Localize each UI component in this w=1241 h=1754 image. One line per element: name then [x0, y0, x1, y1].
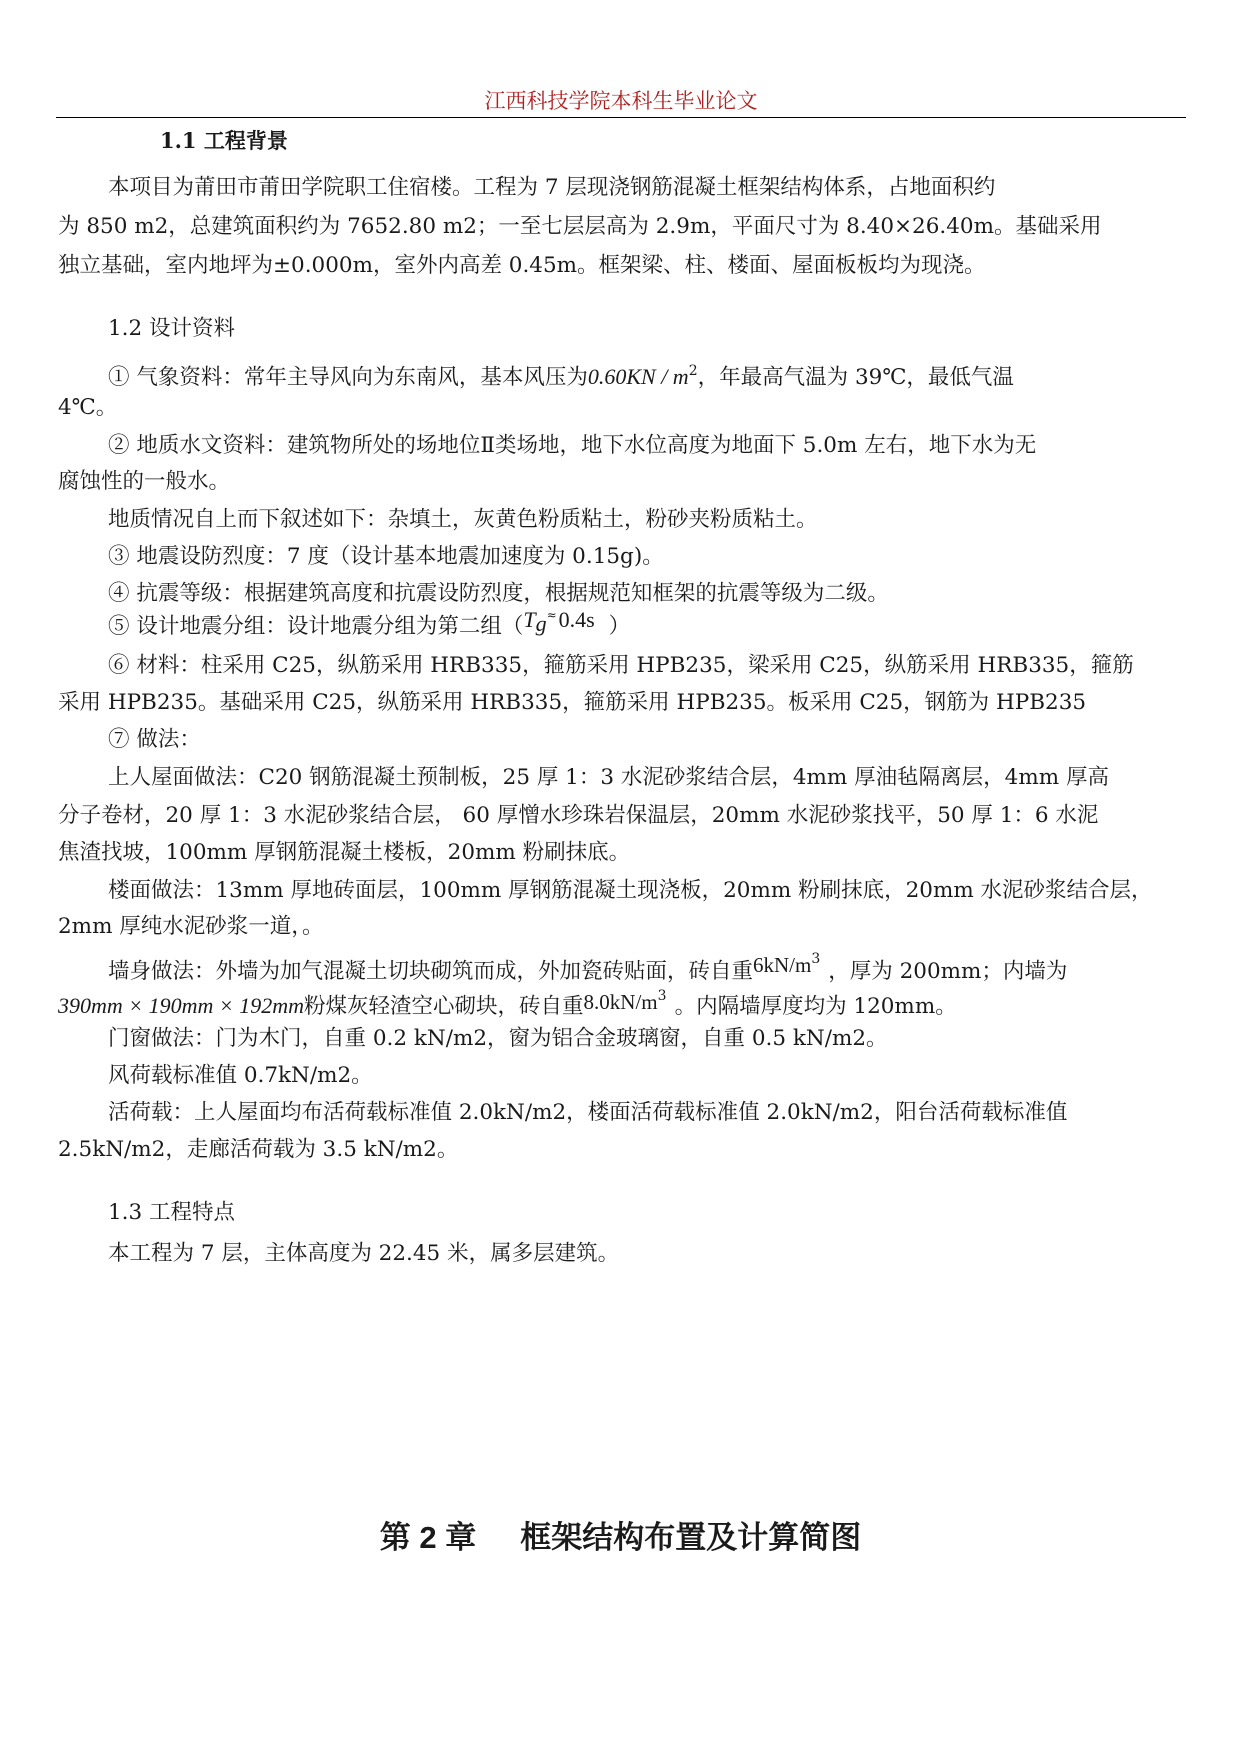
- project-features: 本工程为 7 层，主体高度为 22.45 米，属多层建筑。: [108, 1241, 620, 1266]
- item-climate-text-end: ，年最高气温为 39℃，最低气温: [697, 365, 1014, 390]
- wall-method-text: 墙身做法：外墙为加气混凝土切块砌筑而成，外加瓷砖贴面，砖自重: [108, 959, 754, 984]
- live-load: 活荷载：上人屋面均布活荷载标准值 2.0kN/m2，楼面活荷载标准值 2.0kN/m2，阳台活荷载标准值: [108, 1100, 1068, 1125]
- wall-weight-formula: 6kN/m: [753, 953, 812, 977]
- header-divider: [56, 117, 1186, 118]
- floor-method: 楼面做法：13mm 厚地砖面层，100mm 厚钢筋混凝土现浇板，20mm 粉刷抹底，20mm 水泥砂浆结合层，: [108, 878, 1153, 903]
- section-heading-1-3: 1.3 工程特点: [108, 1200, 236, 1225]
- paragraph-line: 2mm 厚纯水泥砂浆一道，。: [58, 914, 324, 939]
- item-climate: [108, 356, 1014, 393]
- wind-load: 风荷载标准值 0.7kN/m2。: [108, 1063, 373, 1088]
- block-weight-formula: 8.0kN/m: [583, 990, 658, 1014]
- tg-symbol: T: [523, 607, 536, 632]
- paragraph-line: 分子卷材，20 厚 1：3 水泥砂浆结合层， 60 厚憎水珍珠岩保温层，20mm 水泥砂浆找平，50 厚 1：6 水泥: [58, 803, 1099, 828]
- wind-pressure-exponent: 2: [688, 363, 698, 379]
- running-header: 江西科技学院本科生毕业论文: [484, 89, 758, 113]
- item-hydrogeology: ② 地质水文资料：建筑物所处的场地位Ⅱ类场地，地下水位高度为地面下 5.0m 左右，地下水为无: [108, 433, 1037, 458]
- item-seismic-group: [108, 607, 631, 647]
- wall-method: [108, 950, 1067, 987]
- paragraph-line: 独立基础，室内地坪为±0.000m，室外内高差 0.45m。框架梁、柱、楼面、屋面板板均为现浇。: [58, 253, 986, 278]
- approx-symbol: ≈: [546, 608, 557, 622]
- section-heading-1-2: 1.2 设计资料: [108, 316, 236, 341]
- item-methods: ⑦ 做法：: [108, 727, 201, 752]
- door-window-method: 门窗做法：门为木门，自重 0.2 kN/m2，窗为铝合金玻璃窗，自重 0.5 kN/m2。: [108, 1026, 888, 1051]
- wind-pressure-formula: 0.60KN / m: [587, 364, 689, 389]
- paragraph-line: 焦渣找坡，100mm 厚钢筋混凝土楼板，20mm 粉刷抹底。: [58, 840, 631, 865]
- tg-subscript: g: [535, 611, 547, 636]
- item-materials: ⑥ 材料：柱采用 C25，纵筋采用 HRB335，箍筋采用 HPB235，梁采用 C25，纵筋采用 HRB335，箍筋: [108, 653, 1134, 678]
- item-seismic-group-text: ⑤ 设计地震分组：设计地震分组为第二组（: [108, 614, 524, 639]
- paragraph-line: 4℃。: [58, 395, 118, 420]
- tg-value: 0.4s: [558, 607, 595, 632]
- wall-weight-exponent: 3: [811, 951, 821, 967]
- wall-method-text-4: 。内隔墙厚度均为 120mm。: [674, 994, 957, 1019]
- wall-method-text-2: ，厚为 200mm；内墙为: [828, 959, 1068, 984]
- item-seismic-group-close: ）: [608, 614, 631, 639]
- item-seismic-grade: ④ 抗震等级：根据建筑高度和抗震设防烈度，根据规范知框架的抗震等级为二级。: [108, 581, 889, 606]
- chapter-heading: [0, 1518, 1241, 1558]
- wall-method-cont: [58, 985, 957, 1022]
- block-size-formula: 390mm × 190mm × 192mm: [58, 993, 305, 1018]
- section-heading-1-1: 1.1 工程背景: [160, 128, 288, 153]
- paragraph-line: 为 850 m2，总建筑面积约为 7652.80 m2；一至七层层高为 2.9m，平面尺寸为 8.40×26.40m。基础采用: [58, 214, 1102, 239]
- block-weight-exponent: 3: [657, 988, 667, 1004]
- paragraph-line: 本项目为莆田市莆田学院职工住宿楼。工程为 7 层现浇钢筋混凝土框架结构体系，占地面积约: [108, 175, 996, 200]
- roof-method: 上人屋面做法：C20 钢筋混凝土预制板，25 厚 1：3 水泥砂浆结合层，4mm 厚油毡隔离层，4mm 厚高: [108, 765, 1109, 790]
- wall-method-text-3: 粉煤灰轻渣空心砌块，砖自重: [304, 994, 584, 1019]
- item-seismic-intensity: ③ 地震设防烈度：7 度（设计基本地震加速度为 0.15g)。: [108, 544, 664, 569]
- chapter-number: 第 2 章: [379, 1520, 477, 1555]
- paragraph-line: 采用 HPB235。基础采用 C25，纵筋采用 HRB335，箍筋采用 HPB235。板采用 C25，钢筋为 HPB235: [58, 690, 1087, 715]
- item-climate-text: ① 气象资料：常年主导风向为东南风，基本风压为: [108, 365, 588, 390]
- paragraph-line: 2.5kN/m2，走廊活荷载为 3.5 kN/m2。: [58, 1137, 459, 1162]
- geology-description: 地质情况自上而下叙述如下：杂填土，灰黄色粉质粘土，粉砂夹粉质粘土。: [108, 507, 818, 532]
- chapter-title: 框架结构布置及计算简图: [520, 1520, 862, 1555]
- paragraph-line: 腐蚀性的一般水。: [58, 469, 231, 494]
